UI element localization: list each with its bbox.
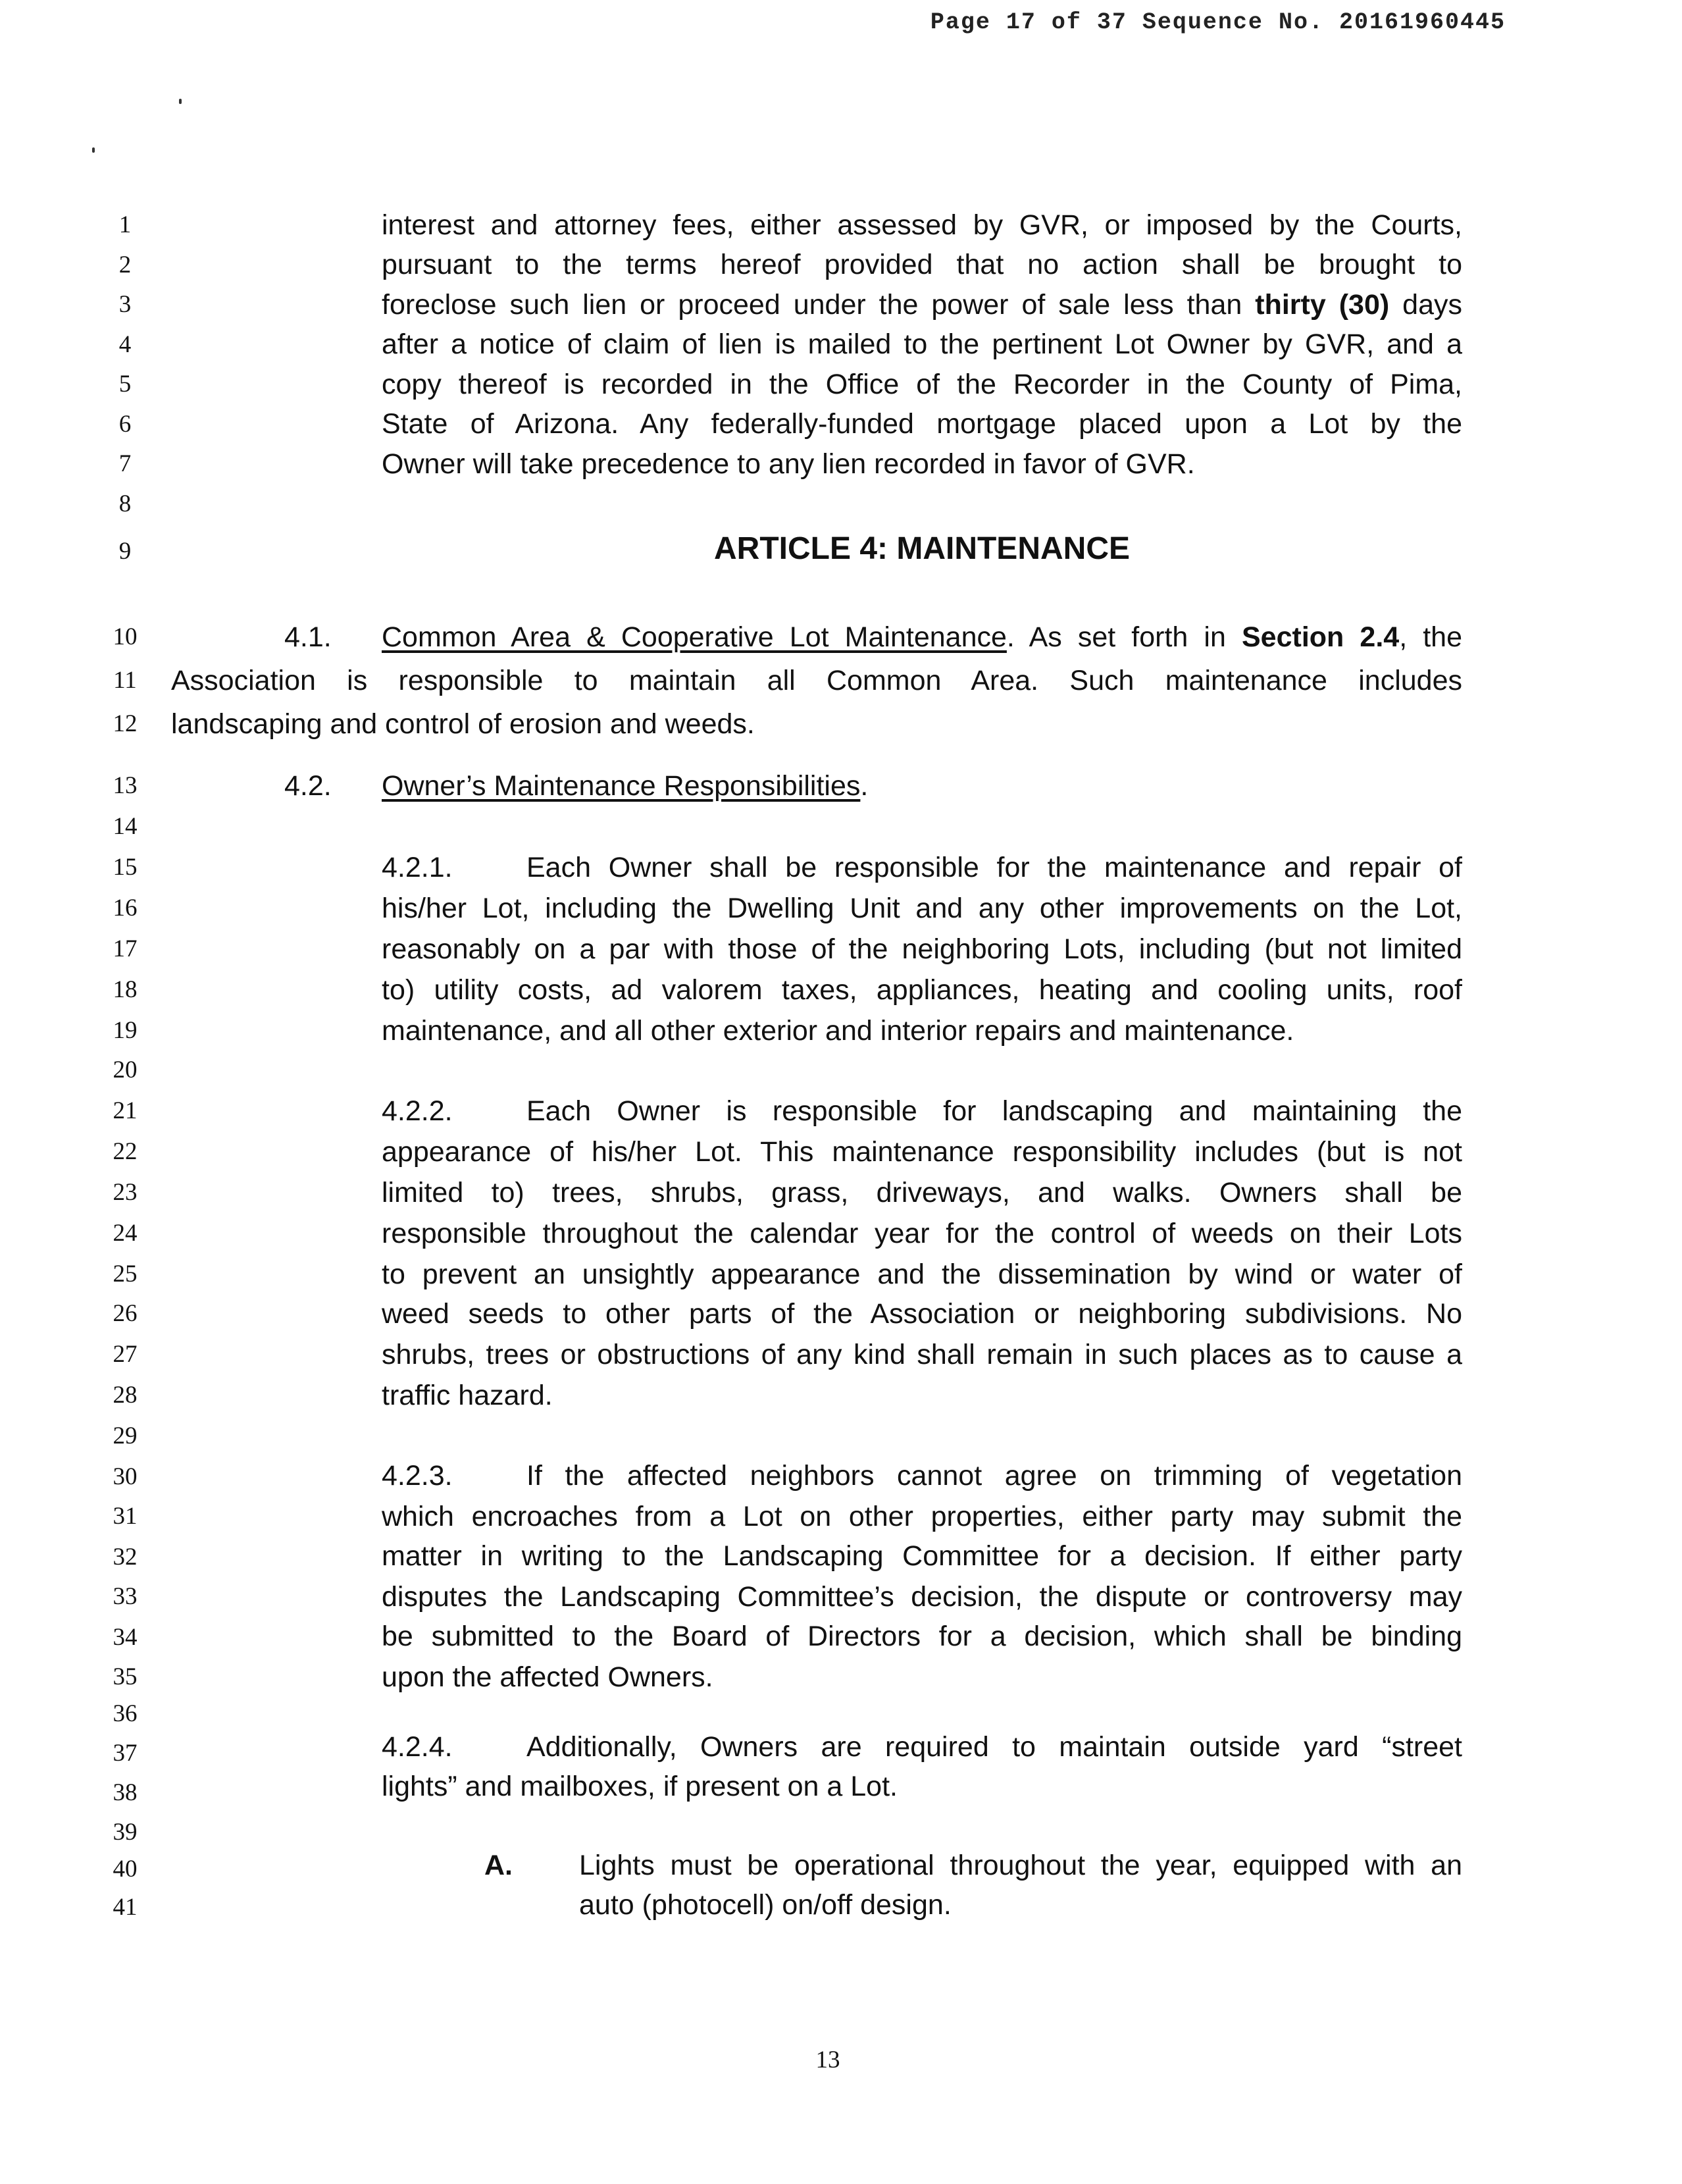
line-number: 30 (113, 1463, 138, 1490)
text-line: after a notice of claim of lien is mailed to the pertinent Lot Owner by GVR, and a (382, 328, 1462, 360)
line-number: 35 (113, 1663, 138, 1690)
line-number: 6 (118, 411, 132, 438)
article-heading: ARTICLE 4: MAINTENANCE (714, 531, 1130, 566)
line-number: 16 (113, 895, 138, 922)
text-line: auto (photocell) on/off design. (579, 1889, 952, 1921)
section-number: 4.1. (284, 621, 332, 653)
line-number: 22 (113, 1138, 138, 1165)
text-line: Additionally, Owners are required to maintain outside yard “street (526, 1731, 1462, 1763)
text-line: be submitted to the Board of Directors for a decision, which shall be binding (382, 1621, 1462, 1652)
text-line: Each Owner shall be responsible for the maintenance and repair of (526, 852, 1462, 883)
text-line (382, 620, 1462, 654)
section-reference: Section 2.4 (1242, 621, 1400, 653)
line-number: 3 (118, 291, 132, 318)
line-number: 15 (113, 854, 138, 881)
text-line: State of Arizona. Any federally-funded mortgage placed upon a Lot by the (382, 408, 1462, 440)
subsection-number: 4.2.3. (382, 1460, 453, 1492)
text-line: interest and attorney fees, either assessed by GVR, or imposed by the Courts, (382, 209, 1462, 241)
line-number: 24 (113, 1220, 138, 1247)
line-number: 18 (113, 976, 138, 1003)
text-line: Association is responsible to maintain all Common Area. Such maintenance includes (171, 665, 1462, 696)
text-segment: , the (1399, 621, 1463, 653)
page-sequence-stamp: Page 17 of 37 Sequence No. 20161960445 (930, 9, 1506, 36)
subsection-number: 4.2.4. (382, 1731, 453, 1763)
line-number: 31 (113, 1503, 138, 1530)
text-line (382, 288, 1462, 322)
line-number: 10 (113, 623, 138, 650)
section-title: Owner’s Maintenance Responsibilities (382, 770, 861, 802)
text-line: landscaping and control of erosion and weeds. (171, 708, 755, 740)
text-line: which encroaches from a Lot on other properties, either party may submit the (382, 1501, 1462, 1532)
line-number: 23 (113, 1179, 138, 1206)
line-number: 21 (113, 1097, 138, 1124)
text-segment: days (1389, 289, 1462, 321)
text-line: disputes the Landscaping Committee’s decision, the dispute or controversy may (382, 1581, 1462, 1613)
text-segment: foreclose such lien or proceed under the power of sale less than (382, 289, 1256, 321)
line-number: 12 (113, 710, 138, 737)
text-line: lights” and mailboxes, if present on a Lot. (382, 1771, 898, 1802)
text-line: reasonably on a par with those of the neighboring Lots, including (but not limited (382, 933, 1462, 965)
text-line: weed seeds to other parts of the Association or neighboring subdivisions. No (382, 1298, 1462, 1330)
text-line: copy thereof is recorded in the Office of the Recorder in the County of Pima, (382, 369, 1462, 400)
text-line: Owner will take precedence to any lien recorded in favor of GVR. (382, 448, 1195, 480)
line-number: 27 (113, 1341, 138, 1368)
text-line: appearance of his/her Lot. This maintenance responsibility includes (but is not (382, 1136, 1462, 1168)
scan-speck (92, 147, 95, 153)
list-letter: A. (484, 1850, 513, 1881)
line-number: 38 (113, 1779, 138, 1806)
text-line: traffic hazard. (382, 1380, 553, 1411)
text-line: Each Owner is responsible for landscaping and maintaining the (526, 1095, 1462, 1127)
text-line (382, 769, 868, 803)
text-line: limited to) trees, shrubs, grass, driveways, and walks. Owners shall be (382, 1177, 1462, 1209)
line-number: 40 (113, 1856, 138, 1883)
subsection-number: 4.2.1. (382, 852, 453, 883)
line-number: 7 (118, 450, 132, 477)
line-number: 41 (113, 1894, 138, 1921)
line-number: 11 (113, 667, 137, 694)
line-number: 25 (113, 1261, 138, 1287)
line-number: 37 (113, 1740, 138, 1767)
line-number: 13 (113, 772, 138, 799)
section-number: 4.2. (284, 770, 332, 802)
line-number: 33 (113, 1583, 138, 1610)
text-line: responsible throughout the calendar year for the control of weeds on their Lots (382, 1218, 1462, 1249)
text-line: matter in writing to the Landscaping Committee for a decision. If either party (382, 1540, 1462, 1572)
text-line: If the affected neighbors cannot agree on trimming of vegetation (526, 1460, 1462, 1492)
line-number: 2 (118, 251, 132, 278)
line-number: 36 (113, 1700, 138, 1727)
section-title: Common Area & Cooperative Lot Maintenance (382, 621, 1007, 653)
line-number: 28 (113, 1382, 138, 1409)
text-line: upon the affected Owners. (382, 1661, 713, 1693)
text-line: to) utility costs, ad valorem taxes, appliances, heating and cooling units, roof (382, 974, 1462, 1006)
line-number: 32 (113, 1544, 138, 1571)
text-line: maintenance, and all other exterior and interior repairs and maintenance. (382, 1015, 1294, 1047)
line-number: 19 (113, 1017, 138, 1044)
subsection-number: 4.2.2. (382, 1095, 453, 1127)
line-number: 9 (118, 538, 132, 565)
line-number: 14 (113, 813, 138, 840)
scan-speck (179, 99, 182, 104)
line-number: 17 (113, 935, 138, 962)
line-number: 8 (118, 490, 132, 517)
line-number: 26 (113, 1300, 138, 1327)
text-segment: . As set forth in (1006, 621, 1242, 653)
text-line: to prevent an unsightly appearance and the dissemination by wind or water of (382, 1259, 1462, 1290)
text-line: shrubs, trees or obstructions of any kind shall remain in such places as to cause a (382, 1339, 1462, 1370)
text-line: his/her Lot, including the Dwelling Unit and any other improvements on the Lot, (382, 893, 1462, 924)
line-number: 39 (113, 1819, 138, 1846)
text-segment: . (860, 770, 869, 802)
line-number: 20 (113, 1056, 138, 1083)
line-number: 4 (118, 331, 132, 358)
line-number: 5 (118, 371, 132, 398)
page-number: 13 (815, 2046, 840, 2073)
line-number: 34 (113, 1624, 138, 1651)
text-line: pursuant to the terms hereof provided that no action shall be brought to (382, 249, 1462, 280)
line-number: 29 (113, 1422, 138, 1449)
bold-term: thirty (30) (1255, 289, 1390, 321)
line-number: 1 (118, 211, 132, 238)
text-line: Lights must be operational throughout the year, equipped with an (579, 1850, 1462, 1881)
